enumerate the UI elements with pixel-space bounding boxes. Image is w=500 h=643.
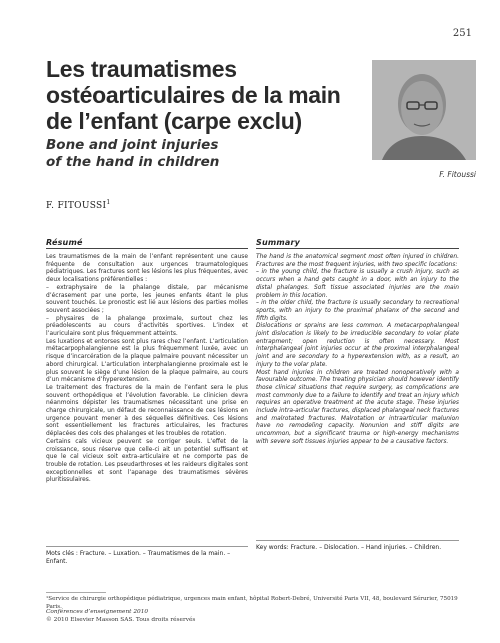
resume-rule (46, 248, 248, 249)
summary-paragraph: The hand is the anatomical segment most often injured in children. Fractures are the most frequent injuries, with two specific locations: (256, 254, 459, 268)
summary-paragraph: Dislocations or sprains are less common. A metacarpophalangeal joint dislocation is likely to be irreducible secondary to volar plate entrapment; open reduction is often necessary. Most interphalangeal joint injuries occur at the proximal interphalangeal joint and are secondary to a hyperextension with, as a result, an injury to the volar plate. (256, 323, 459, 368)
journal-name: Conférences d’enseignement 2010 (46, 609, 149, 615)
summary-keywords (256, 540, 459, 552)
resume-paragraph: – extraphysaire de la phalange distale, par mécanisme d’écrasement par une porte, les jeunes enfants étant le plus souvent touchés. Le pronostic est lié aux lésions des parties molles souvent associées ; (46, 284, 248, 314)
article-subtitle (46, 137, 346, 171)
footnote-rule (46, 592, 106, 593)
summary-heading: Summary (256, 238, 301, 247)
title-line: ostéoarticulaires de la main (46, 82, 341, 108)
title-line: de l’enfant (carpe exclu) (46, 108, 302, 134)
title-line: Les traumatismes (46, 56, 237, 82)
summary-paragraph: – in the young child, the fracture is usually a crush injury, such as occurs when a hand gets caught in a door, with an injury to the distal phalanges. Soft tissue associated injuries are the main problem in this location. (256, 269, 459, 299)
summary-keywords-label: Key words: (256, 544, 289, 551)
resume-paragraph: Certains cals vicieux peuvent se corriger seuls. L’effet de la croissance, sous réserve que celle-ci ait un potentiel suffisant et que le cal vicieux soit extra-articulaire et ne comporte pas de trouble de rotation. Les pseudarthroses et les raideurs digitales sont exceptionnelles et sont l’apanage des traumatismes sévères pluritissulaires. (46, 438, 248, 484)
affiliation-footnote: ¹Service de chirurgie orthopédique pédiatrique, urgences main enfant, hôpital Robert-Debré, Université Paris VII, 48, boulevard Sérurier, 75019 Paris. (46, 596, 458, 610)
author-name (46, 199, 110, 211)
author-photo (372, 60, 476, 160)
subtitle-line: of the hand in children (46, 154, 220, 170)
summary-rule (256, 248, 459, 249)
resume-keywords (46, 546, 248, 565)
summary-keywords-text: Fracture. – Dislocation. – Hand injuries. – Children. (290, 544, 442, 551)
resume-paragraph: Les traumatismes de la main de l’enfant représentent une cause fréquente de consultation aux urgences traumatologiques pédiatriques. Les fractures sont les lésions les plus fréquentes, avec deux localisations préférentielles : (46, 254, 248, 284)
resume-paragraph: Les luxations et entorses sont plus rares chez l’enfant. L’articulation métacarpophalangienne est la plus fréquemment luxée, avec un risque d’incarcération de la plaque palmaire pouvant nécessiter un abord chirurgical. L’articulation interphalangienne proximale est le plus souvent le siège d’une lésion de la plaque palmaire, au cours d’un mécanisme d’hyperextension. (46, 338, 248, 384)
resume-heading: Résumé (46, 238, 83, 247)
photo-caption: F. Fitoussi (439, 170, 476, 179)
summary-body (256, 254, 459, 447)
resume-keywords-text: Fracture. – Luxation. – Traumatismes de la main. – Enfant. (46, 550, 231, 565)
summary-paragraph: Most hand injuries in children are treated nonoperatively with a favourable outcome. The treating physician should however identify those clinical situations that require surgery, as complications are most commonly due to a failure to identify and treat an injury which requires an operative treatment at the acute stage. These injuries include intra-articular fractures, displaced phalangeal neck fractures and malrotated fractures. Malrotation or intraarticular malunion have no remodeling capacity. Nonunion and stiff digits are uncommon, but a significant trauma or high-energy mechanisms with severe soft tissues injuries appear to be a causative factors. (256, 369, 459, 445)
author-affiliation-marker: 1 (106, 199, 111, 206)
subtitle-line: Bone and joint injuries (46, 137, 219, 153)
summary-paragraph: – in the older child, the fracture is usually secondary to recreational sports, with an injury to the proximal phalanx of the second and fifth digits. (256, 300, 459, 322)
resume-body (46, 254, 248, 485)
resume-paragraph: – physaires de la phalange proximale, surtout chez les préadolescents au cours d’activités sportives. L’index et l’auriculaire sont plus fréquemment atteints. (46, 315, 248, 338)
resume-paragraph: Le traitement des fractures de la main de l’enfant sera le plus souvent orthopédique et l’évolution favorable. Le clinicien devra néanmoins dépister les traumatismes nécessitant une prise en charge chirurgicale, un défaut de reconnaissance de ces lésions en urgence pouvant mener à des séquelles définitives. Ces lésions sont essentiellement les fractures articulaires, les fractures déplacées des cols des phalanges et les troubles de rotation. (46, 384, 248, 438)
resume-keywords-label: Mots clés : (46, 550, 78, 557)
page-footer (46, 608, 466, 624)
article-title (46, 56, 346, 134)
author-text: F. FITOUSSI (46, 201, 107, 211)
page-number: 251 (452, 28, 472, 39)
copyright-notice: © 2010 Elsevier Masson SAS. Tous droits réservés (46, 617, 196, 623)
